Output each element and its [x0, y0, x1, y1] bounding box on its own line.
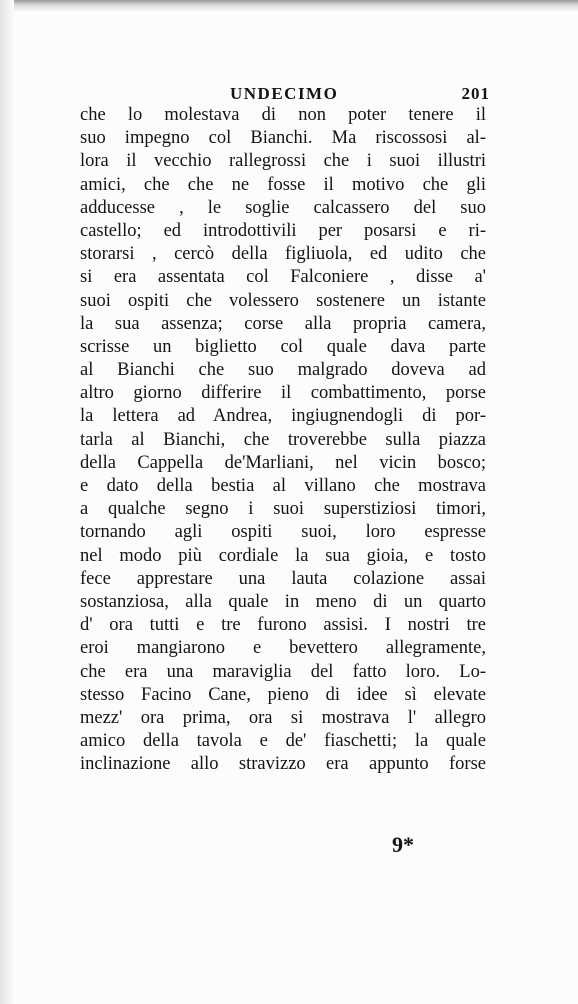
text-line: la lettera ad Andrea, ingiugnendogli di por- [80, 406, 486, 427]
text-line: a qualche segno i suoi superstiziosi timori, [80, 499, 486, 520]
text-line: storarsi , cercò della figliuola, ed udito che [80, 244, 486, 265]
text-line: lora il vecchio rallegrossi che i suoi illustri [80, 151, 486, 172]
text-line: fece apprestare una lauta colazione assai [80, 568, 486, 589]
text-line: la sua assenza; corse alla propria camera, [80, 313, 486, 334]
text-line: amici, che che ne fosse il motivo che gli [80, 174, 486, 195]
text-line: nel modo più cordiale la sua gioia, e tosto [80, 545, 486, 566]
text-line: della Cappella de'Marliani, nel vicin bosco; [80, 452, 486, 473]
text-line: scrisse un biglietto col quale dava parte [80, 336, 486, 357]
text-line: stesso Facino Cane, pieno di idee sì elevate [80, 684, 486, 705]
text-line: si era assentata col Falconiere , disse a' [80, 267, 486, 288]
body-text [80, 104, 486, 776]
text-line: suoi ospiti che volessero sostenere un istante [80, 290, 486, 311]
text-line: al Bianchi che suo malgrado doveva ad [80, 360, 486, 381]
chapter-title: UNDECIMO [230, 84, 339, 103]
text-line: eroi mangiarono e bevettero allegramente, [80, 638, 486, 659]
text-line: castello; ed introdottivili per posarsi e ri- [80, 220, 486, 241]
text-line: che lo molestava di non poter tenere il [80, 105, 486, 125]
text-line: tarla al Bianchi, che troverebbe sulla piazza [80, 429, 486, 450]
signature-mark: 9* [392, 832, 414, 857]
text-line: adducesse , le soglie calcassero del suo [80, 197, 486, 218]
text-line: amico della tavola e de' fiaschetti; la quale [80, 731, 486, 752]
text-line: suo impegno col Bianchi. Ma riscossosi al- [80, 128, 486, 149]
text-line: mezz' ora prima, ora si mostrava l' allegro [80, 707, 486, 728]
scan-top-edge [0, 0, 578, 12]
page-number: 201 [461, 84, 490, 103]
text-line: inclinazione allo stravizzo era appunto forse [80, 754, 486, 775]
text-line: tornando agli ospiti suoi, loro espresse [80, 522, 486, 543]
text-line: d' ora tutti e tre furono assisi. I nostri tre [80, 615, 486, 636]
text-line: e dato della bestia al villano che mostrava [80, 476, 486, 496]
text-line: che era una maraviglia del fatto loro. Lo- [80, 661, 486, 682]
text-line: altro giorno differire il combattimento, porse [80, 383, 486, 404]
running-head [60, 84, 490, 106]
text-line: sostanziosa, alla quale in meno di un quarto [80, 591, 486, 612]
scan-left-edge [0, 0, 14, 1004]
